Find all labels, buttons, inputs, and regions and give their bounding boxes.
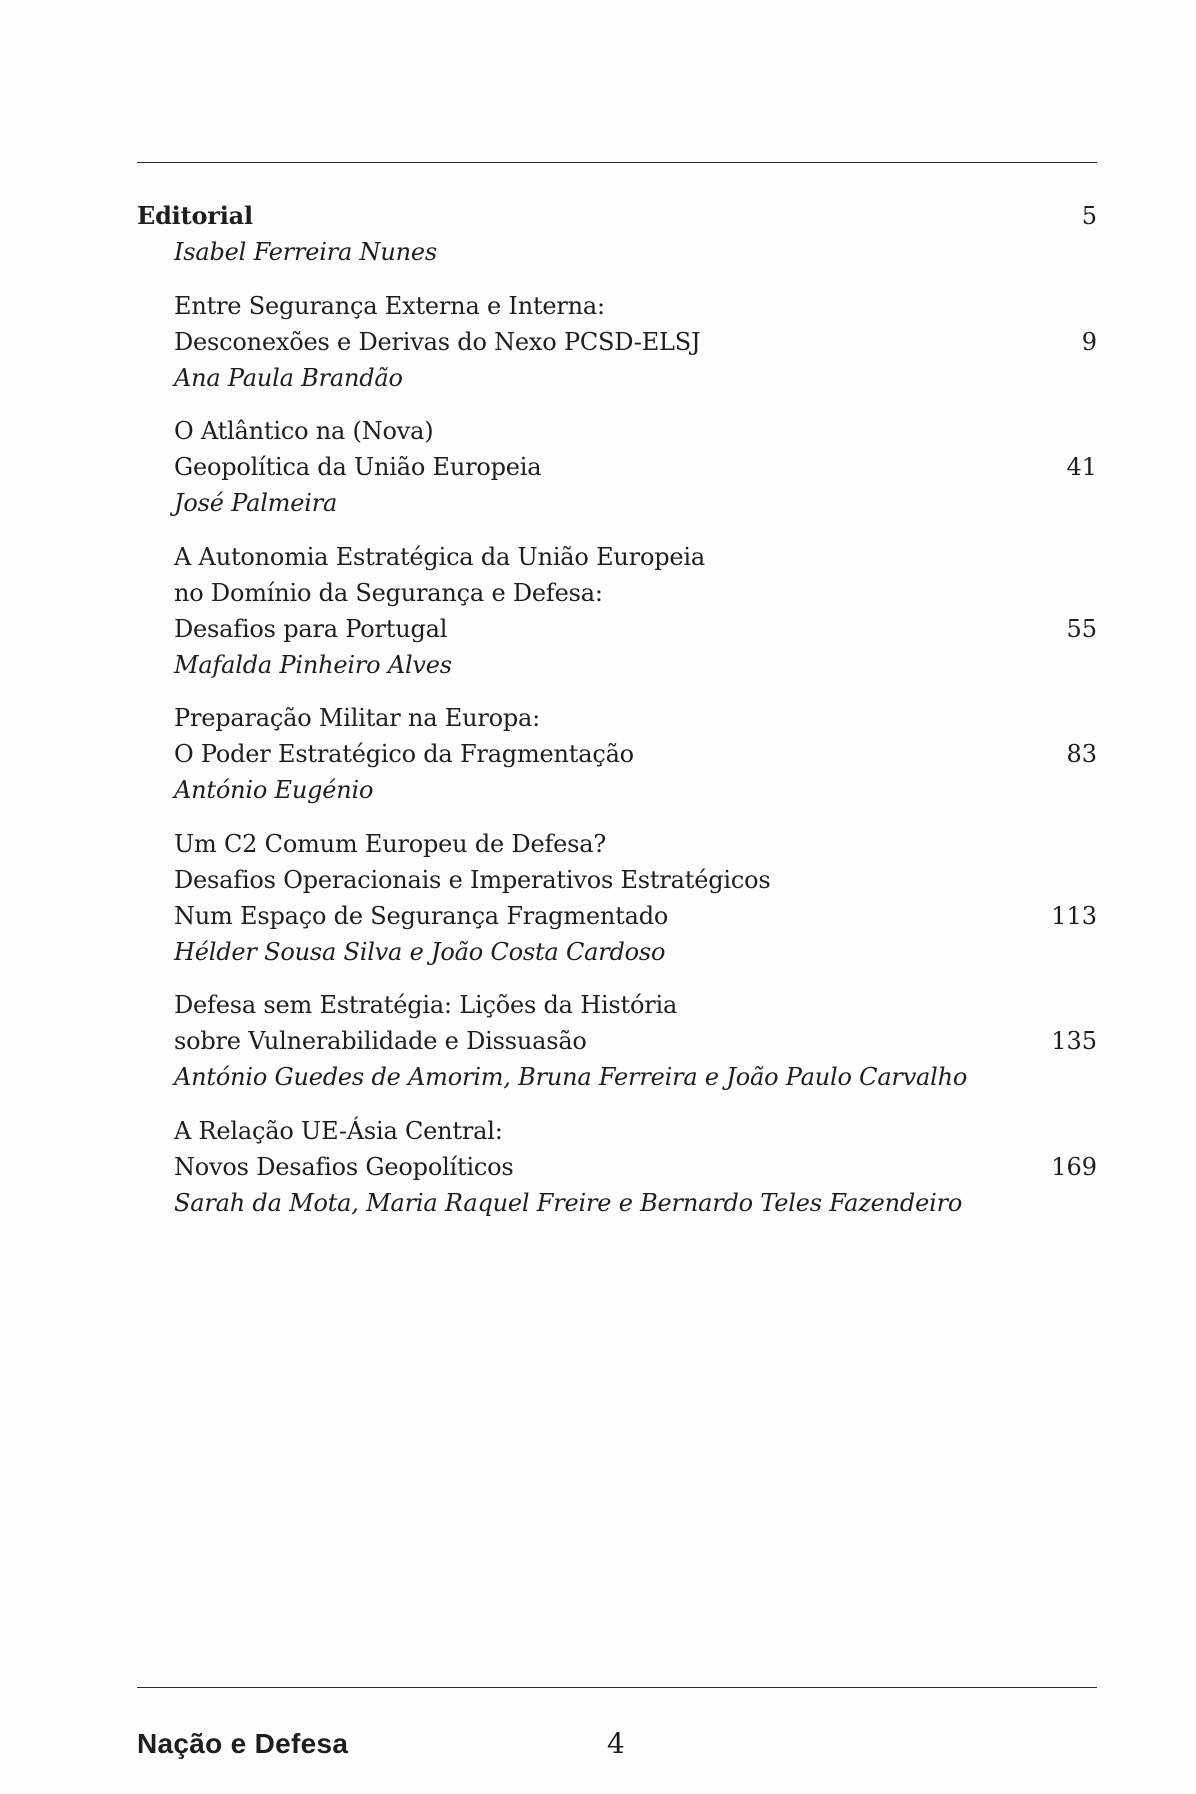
toc-entry-3-page: 55 [1066,615,1097,643]
journal-title: Nação e Defesa [137,1728,349,1759]
toc-entry-3-title-line-2: no Domínio da Segurança e Defesa: [174,579,603,607]
top-rule [137,162,1097,163]
toc-entry-2-author: José Palmeira [174,489,338,517]
toc-entry-1-page: 9 [1081,328,1097,356]
toc-entry-5-title-line-2: Desafios Operacionais e Imperativos Estratégicos [174,866,771,894]
toc-entry-2-page: 41 [1066,453,1097,481]
toc-entry-7-page: 169 [1051,1153,1097,1181]
editorial-page-number: 5 [1081,202,1097,230]
toc-entry-5-title-line-3: Num Espaço de Segurança Fragmentado [174,902,669,930]
editorial-author: Isabel Ferreira Nunes [174,238,437,266]
editorial-heading: Editorial [137,201,253,230]
toc-entry-3-title-line-1: A Autonomia Estratégica da União Europeia [174,543,705,571]
toc-entry-1-author: Ana Paula Brandão [174,364,403,392]
toc-entry-7-author: Sarah da Mota, Maria Raquel Freire e Bernardo Teles Fazendeiro [174,1189,963,1217]
toc-entry-1-title-line-1: Entre Segurança Externa e Interna: [174,292,605,320]
toc-entry-4-page: 83 [1066,740,1097,768]
toc-entry-4-author: António Eugénio [174,776,374,804]
toc-entry-1-title-line-2: Desconexões e Derivas do Nexo PCSD-ELSJ [174,328,701,356]
toc-entry-4-title-line-1: Preparação Militar na Europa: [174,704,541,732]
toc-entry-5-page: 113 [1051,902,1097,930]
toc-entry-6-author: António Guedes de Amorim, Bruna Ferreira e João Paulo Carvalho [174,1063,968,1091]
toc-entry-2-title-line-2: Geopolítica da União Europeia [174,453,542,481]
toc-entry-6-page: 135 [1051,1027,1097,1055]
toc-entry-3-title-line-3: Desafios para Portugal [174,615,448,643]
bottom-rule [137,1687,1097,1688]
toc-entry-5-author: Hélder Sousa Silva e João Costa Cardoso [174,938,666,966]
toc-entry-4-title-line-2: O Poder Estratégico da Fragmentação [174,740,634,768]
toc-entry-6-title-line-1: Defesa sem Estratégia: Lições da História [174,991,678,1019]
footer-page-number: 4 [607,1727,625,1760]
toc-entry-6-title-line-2: sobre Vulnerabilidade e Dissuasão [174,1027,587,1055]
toc-entry-3-author: Mafalda Pinheiro Alves [174,651,452,679]
toc-entry-7-title-line-1: A Relação UE-Ásia Central: [174,1117,503,1145]
toc-entry-7-title-line-2: Novos Desafios Geopolíticos [174,1153,514,1181]
toc-entry-2-title-line-1: O Atlântico na (Nova) [174,417,434,445]
toc-entry-5-title-line-1: Um C2 Comum Europeu de Defesa? [174,830,607,858]
